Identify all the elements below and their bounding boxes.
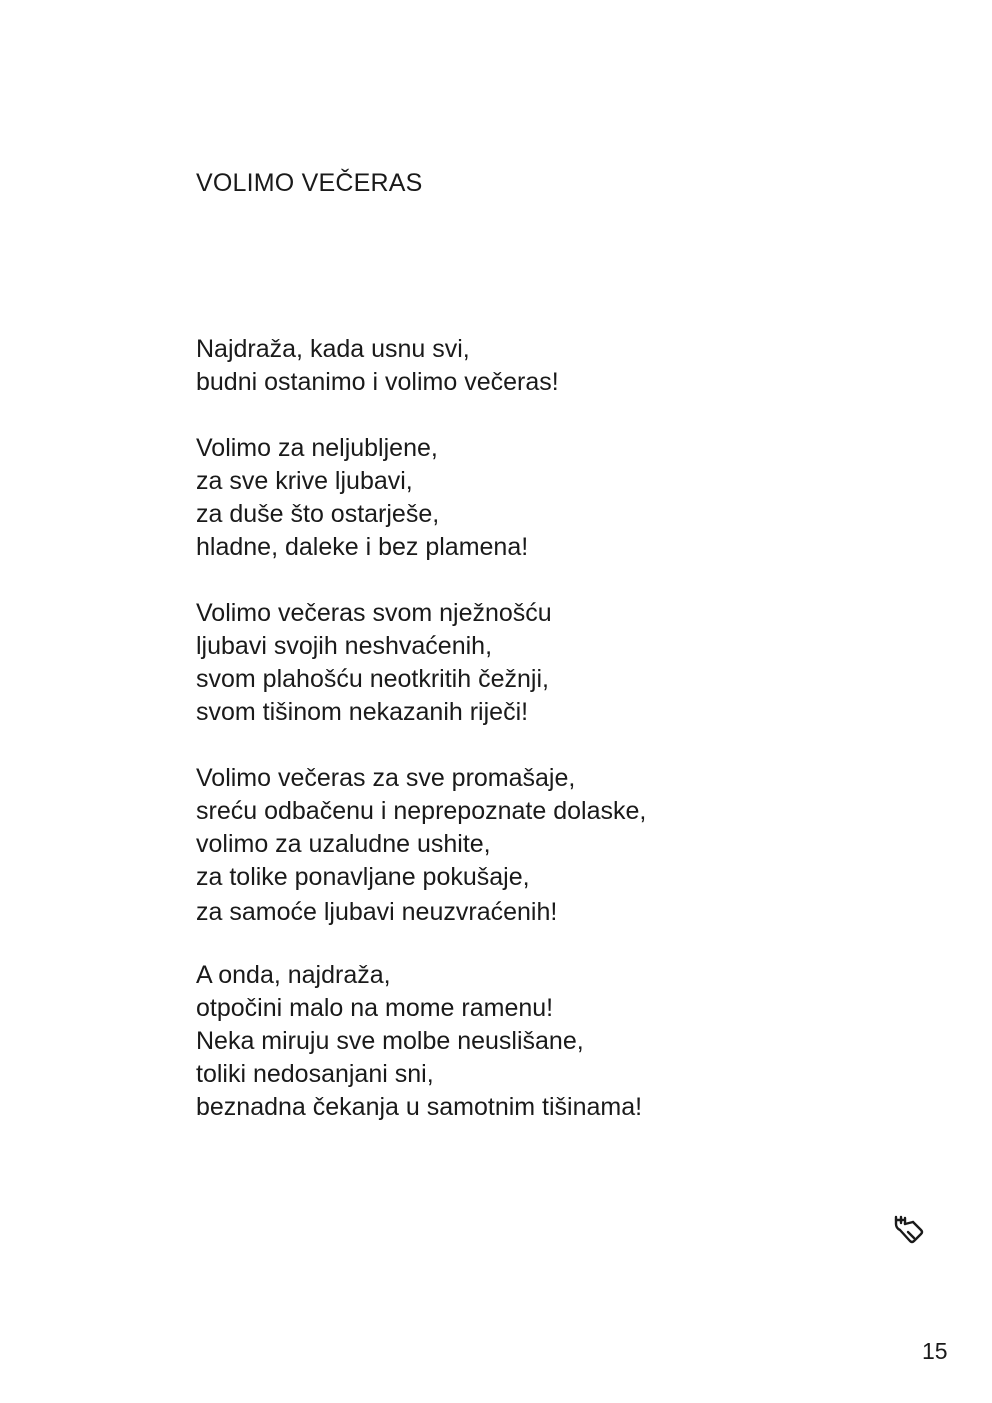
poem-line: hladne, daleke i bez plamena! bbox=[196, 533, 529, 561]
poem-line: Najdraža, kada usnu svi, bbox=[196, 335, 470, 363]
poem-line: ljubavi svojih neshvaćenih, bbox=[196, 632, 493, 660]
poem-title: VOLIMO VEČERAS bbox=[196, 169, 423, 197]
poem-line: za samoće ljubavi neuzvraćenih! bbox=[196, 898, 558, 926]
poem-line: toliki nedosanjani sni, bbox=[196, 1060, 434, 1088]
stanza bbox=[196, 432, 896, 564]
stanza bbox=[196, 959, 896, 1124]
poem-line: otpočini malo na mome ramenu! bbox=[196, 994, 554, 1022]
poem-line: beznadna čekanja u samotnim tišinama! bbox=[196, 1093, 643, 1121]
poem-line: budni ostanimo i volimo večeras! bbox=[196, 368, 559, 396]
poem-line: volimo za uzaludne ushite, bbox=[196, 830, 491, 858]
poem-line: za sve krive ljubavi, bbox=[196, 467, 413, 495]
poem-line: svom tišinom nekazanih riječi! bbox=[196, 698, 529, 726]
hand-pointer-icon bbox=[892, 1212, 926, 1246]
poem-line: za tolike ponavljane pokušaje, bbox=[196, 863, 530, 891]
poem-line: sreću odbačenu i neprepoznate dolaske, bbox=[196, 797, 647, 825]
stanza bbox=[196, 597, 896, 729]
poem-line: Volimo večeras svom nježnošću bbox=[196, 599, 552, 627]
page-number: 15 bbox=[922, 1338, 948, 1364]
poem-line: svom plahošću neotkritih čežnji, bbox=[196, 665, 549, 693]
poem-line: A onda, najdraža, bbox=[196, 961, 391, 989]
poem-line: Volimo za neljubljene, bbox=[196, 434, 438, 462]
stanza bbox=[196, 333, 896, 399]
poem-line: Volimo večeras za sve promašaje, bbox=[196, 764, 576, 792]
poem-body bbox=[196, 333, 896, 1157]
poem-line: Neka miruju sve molbe neuslišane, bbox=[196, 1027, 584, 1055]
poem-line: za duše što ostarješe, bbox=[196, 500, 440, 528]
stanza bbox=[196, 762, 896, 929]
